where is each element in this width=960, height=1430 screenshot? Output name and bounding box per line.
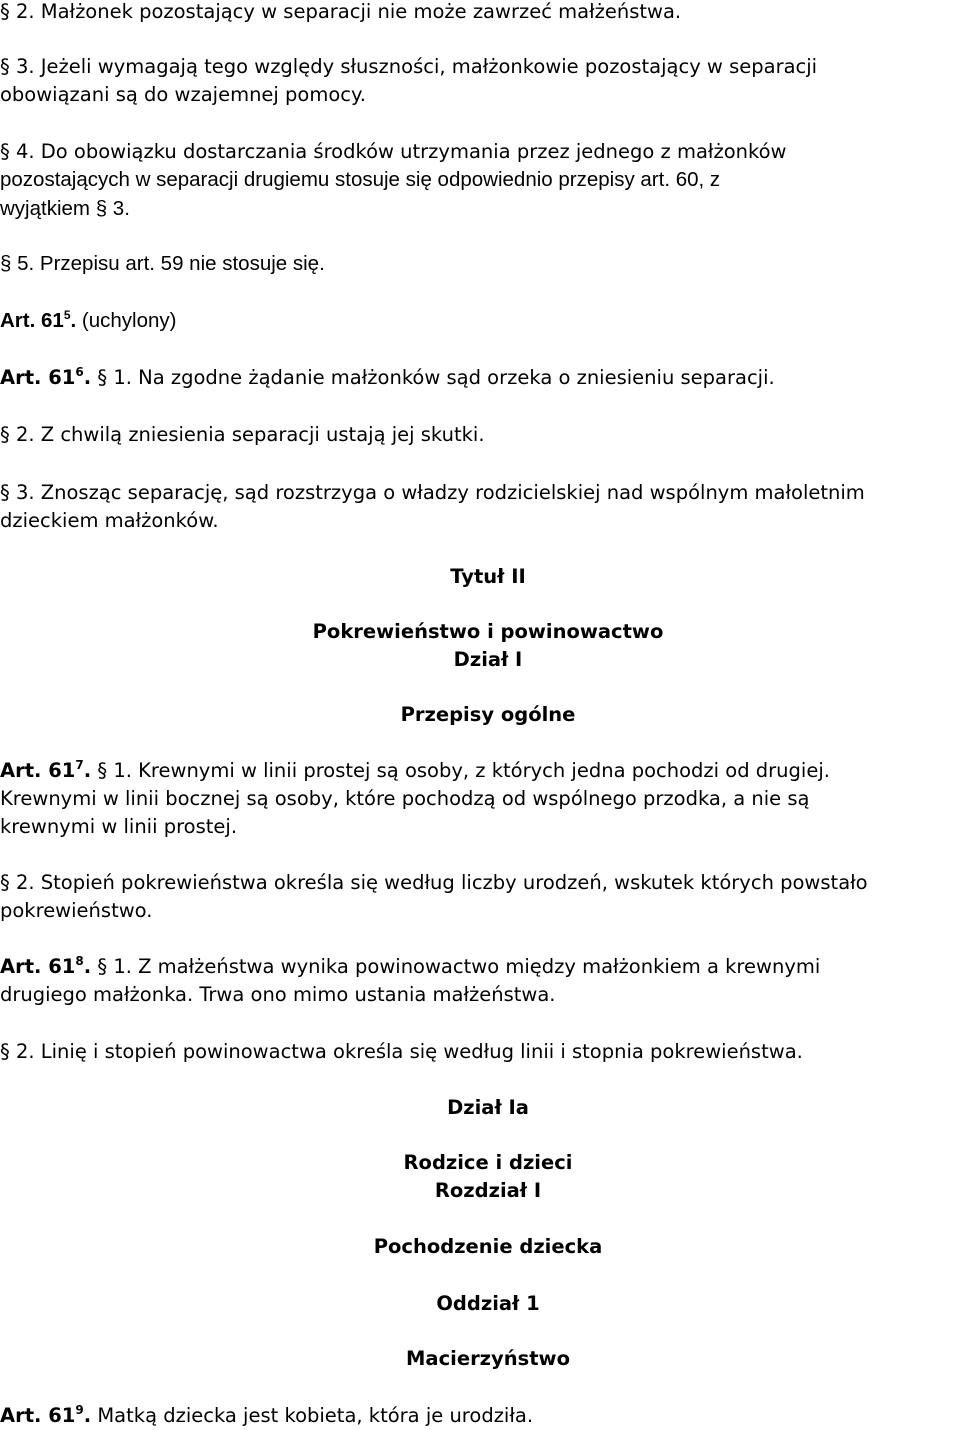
- section-sign: §: [0, 0, 10, 23]
- section-sign: §: [0, 481, 10, 504]
- heading-maternity: Macierzyństwo: [406, 1347, 570, 1370]
- article-61-6-paragraph-2: [0, 421, 485, 449]
- paragraph-3-line-2: obowiązani są do wzajemnej pomocy.: [0, 83, 366, 106]
- article-61-6-paragraph-3-line-1: [0, 479, 865, 507]
- article-61-6-paragraph-3-line-2: dzieckiem małżonków.: [0, 509, 219, 532]
- paragraph-text: 2. Stopień pokrewieństwa określa się według liczby urodzeń, wskutek których powstało: [15, 871, 868, 894]
- article-dot: .: [70, 309, 77, 332]
- article-heading: Art. 61: [0, 955, 76, 978]
- heading-subtitle: Pokrewieństwo i powinowactwo: [312, 620, 664, 643]
- heading-division-ia: Dział Ia: [447, 1096, 529, 1119]
- article-61-8-line-2: drugiego małżonka. Trwa ono mimo ustania małżeństwa.: [0, 983, 556, 1006]
- heading-section: Przepisy ogólne: [400, 703, 576, 726]
- paragraph-text: 1. Na zgodne żądanie małżonków sąd orzeka o zniesieniu separacji.: [113, 366, 775, 389]
- section-sign: §: [0, 1040, 10, 1063]
- paragraph-text: 3.: [107, 197, 130, 220]
- article-superscript: 9: [75, 1403, 84, 1417]
- article-superscript: 8: [75, 954, 84, 968]
- article-61-8: [0, 953, 820, 981]
- article-superscript: 7: [75, 758, 84, 772]
- section-sign: §: [0, 140, 10, 163]
- article-61-7-line-2: Krewnymi w linii bocznej są osoby, które pochodzą od wspólnego przodka, a nie są: [0, 787, 810, 810]
- paragraph-text: wyjątkiem: [0, 197, 96, 220]
- paragraph-text: 4. Do obowiązku dostarczania środków utrzymania przez jednego z małżonków: [15, 140, 787, 163]
- paragraph-4-line-3: [0, 195, 130, 223]
- article-heading: Art. 61: [0, 1404, 76, 1427]
- article-61-9: [0, 1402, 533, 1430]
- article-superscript: 6: [75, 365, 84, 379]
- article-dot: .: [83, 366, 92, 389]
- paragraph-text: 2. Z chwilą zniesienia separacji ustają jej skutki.: [15, 423, 485, 446]
- article-61-8-paragraph-2: [0, 1038, 803, 1066]
- paragraph-text: 2. Linię i stopień powinowactwa określa się według linii i stopnia pokrewieństwa.: [15, 1040, 803, 1063]
- article-heading: Art. 61: [0, 309, 64, 332]
- article-dot: .: [83, 955, 92, 978]
- paragraph-text: 3. Znosząc separację, sąd rozstrzyga o władzy rodzicielskiej nad wspólnym małoletnim: [15, 481, 865, 504]
- section-sign: §: [0, 871, 10, 894]
- section-sign: §: [0, 252, 12, 275]
- article-text: (uchylony): [76, 309, 177, 332]
- heading-chapter: Rozdział I: [434, 1179, 542, 1202]
- article-dot: .: [83, 1404, 92, 1427]
- heading-origin: Pochodzenie dziecka: [373, 1235, 603, 1258]
- paragraph-5: [0, 250, 325, 278]
- section-sign: §: [97, 366, 108, 389]
- section-sign: §: [0, 423, 10, 446]
- article-61-7: [0, 757, 830, 785]
- article-heading: Art. 61: [0, 759, 76, 782]
- paragraph-2: [0, 0, 681, 26]
- article-61-5: [0, 307, 176, 335]
- paragraph-4-line-2: pozostających w separacji drugiemu stosuje się odpowiednio przepisy art. 60, z: [0, 168, 721, 191]
- paragraph-4-line-1: [0, 138, 786, 166]
- article-61-7-line-3: krewnymi w linii prostej.: [0, 815, 238, 838]
- section-sign: §: [97, 955, 108, 978]
- paragraph-3-line-1: [0, 53, 817, 81]
- paragraph-text: 2. Małżonek pozostający w separacji nie może zawrzeć małżeństwa.: [15, 0, 682, 23]
- article-text: Matką dziecka jest kobieta, która je urodziła.: [91, 1404, 534, 1427]
- article-superscript: 5: [63, 308, 71, 322]
- article-heading: Art. 61: [0, 366, 76, 389]
- paragraph-text: 5. Przepisu art. 59 nie stosuje się.: [17, 252, 325, 275]
- heading-division: Dział I: [453, 648, 523, 671]
- section-sign: §: [0, 55, 10, 78]
- article-61-7-paragraph-2-line-2: pokrewieństwo.: [0, 899, 153, 922]
- heading-subdivision: Oddział 1: [436, 1292, 540, 1315]
- article-dot: .: [83, 759, 92, 782]
- article-61-6: [0, 364, 775, 392]
- paragraph-text: 1. Z małżeństwa wynika powinowactwo między małżonkiem a krewnymi: [113, 955, 821, 978]
- heading-parents-children: Rodzice i dzieci: [403, 1151, 573, 1174]
- section-sign: §: [97, 759, 108, 782]
- paragraph-text: 1. Krewnymi w linii prostej są osoby, z których jedna pochodzi od drugiej.: [113, 759, 830, 782]
- paragraph-text: 3. Jeżeli wymagają tego względy słuszności, małżonkowie pozostający w separacji: [15, 55, 818, 78]
- article-61-7-paragraph-2-line-1: [0, 869, 868, 897]
- section-sign: §: [95, 197, 108, 220]
- heading-title: Tytuł II: [450, 565, 526, 588]
